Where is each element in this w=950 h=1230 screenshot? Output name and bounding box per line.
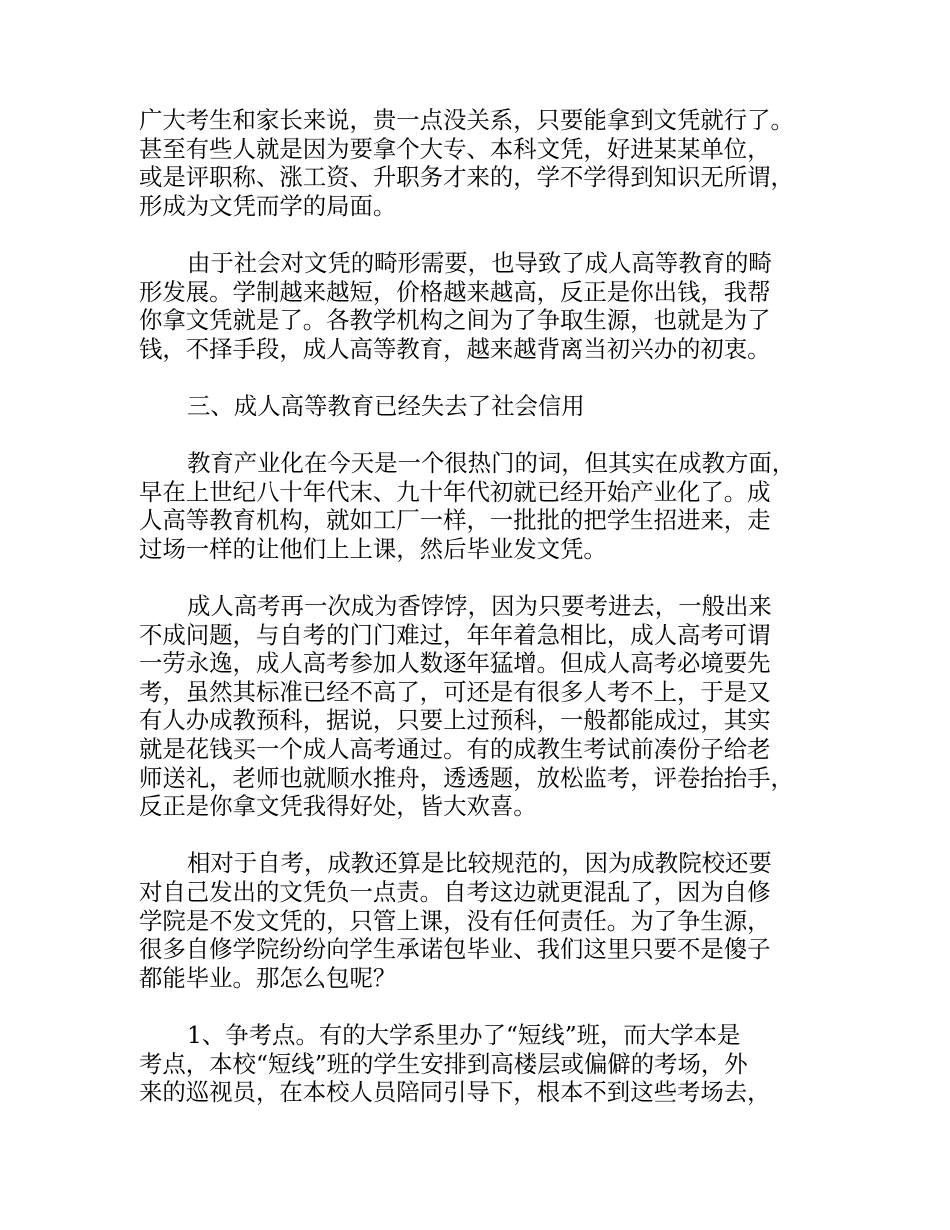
text-line: 过场一样的让他们上上课，然后毕业发文凭。 (139, 534, 607, 563)
text-line: 不成问题，与自考的门门难过，年年着急相比，成人高考可谓 (139, 620, 771, 649)
text-line: 形成为文凭而学的局面。 (139, 191, 397, 220)
text-line: 相对于自考，成教还算是比较规范的，因为成教院校还要 (187, 849, 772, 878)
text-line: 钱，不择手段，成人高等教育，越来越背离当初兴办的初衷。 (139, 334, 771, 363)
text-line: 有人办成教预科，据说，只要上过预科，一般都能成过，其实 (139, 706, 771, 735)
text-line: 早在上世纪八十年代末、九十年代初就已经开始产业化了。成 (139, 477, 771, 506)
text-line: 考点，本校“短线”班的学生安排到高楼层或偏僻的考场，外 (139, 1049, 748, 1078)
text-line: 师送礼，老师也就顺水推舟，透透题，放松监考，评卷抬抬手， (139, 763, 794, 792)
paragraph-4 (139, 592, 839, 821)
text-line: 就是花钱买一个成人高考通过。有的成教生考试前凑份子给老 (139, 735, 771, 764)
text-line: 甚至有些人就是因为要拿个大专、本科文凭，好进某某单位， (139, 134, 771, 163)
text-line: 一劳永逸，成人高考参加人数逐年猛增。但成人高考必境要先 (139, 649, 771, 678)
text-line: 形发展。学制越来越短，价格越来越高，反正是你出钱，我帮 (139, 277, 771, 306)
text-line: 或是评职称、涨工资、升职务才来的，学不学得到知识无所谓， (139, 163, 794, 192)
text-line: 考，虽然其标准已经不高了，可还是有很多人考不上，于是又 (139, 677, 771, 706)
paragraph-5 (139, 849, 839, 992)
section-heading (139, 392, 839, 421)
text-line: 成人高考再一次成为香饽饽，因为只要考进去，一般出来 (187, 592, 772, 621)
paragraph-1 (139, 106, 839, 220)
text-line: 1、争考点。有的大学系里办了“短线”班，而大学本是 (187, 1021, 741, 1049)
text-line: 人高等教育机构，就如工厂一样，一批批的把学生招进来，走 (139, 506, 771, 535)
text-line: 很多自修学院纷纷向学生承诺包毕业、我们这里只要不是傻子 (139, 935, 771, 964)
text-line: 对自己发出的文凭负一点责。自考这边就更混乱了，因为自修 (139, 878, 771, 907)
text-line: 你拿文凭就是了。各教学机构之间为了争取生源，也就是为了 (139, 306, 771, 335)
text-line: 学院是不发文凭的，只管上课，没有任何责任。为了争生源， (139, 906, 771, 935)
text-line: 都能毕业。那怎么包呢？ (139, 963, 397, 992)
heading-text: 三、成人高等教育已经失去了社会信用 (187, 391, 585, 420)
paragraph-3 (139, 449, 839, 563)
paragraph-2 (139, 249, 839, 363)
text-line: 由于社会对文凭的畸形需要，也导致了成人高等教育的畸 (187, 248, 772, 277)
text-line: 来的巡视员，在本校人员陪同引导下，根本不到这些考场去， (139, 1078, 771, 1107)
document-body (139, 106, 839, 1135)
paragraph-6 (139, 1021, 839, 1107)
text-line: 教育产业化在今天是一个很热门的词，但其实在成教方面， (187, 449, 796, 478)
text-line: 广大考生和家长来说，贵一点没关系，只要能拿到文凭就行了。 (139, 106, 794, 134)
text-line: 反正是你拿文凭我得好处，皆大欢喜。 (139, 792, 537, 821)
